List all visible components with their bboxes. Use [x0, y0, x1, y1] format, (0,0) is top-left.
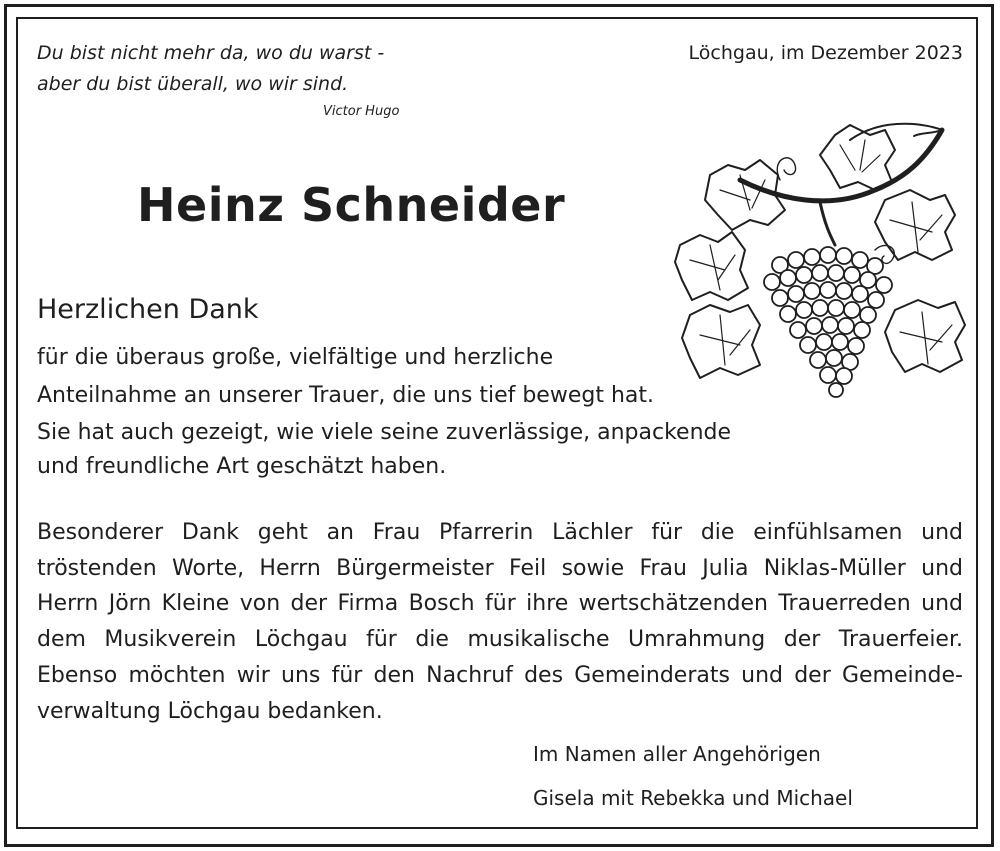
deceased-name: Heinz Schneider [137, 178, 566, 232]
paragraph2-line: dem Musikverein Löchgau für die musikalische Umrahmung der Trauerfeier. [37, 627, 963, 653]
place-date: Löchgau, im Dezember 2023 [688, 42, 963, 64]
paragraph2-line: Herrn Jörn Kleine von der Firma Bosch für ihre wertschätzenden Trauerreden und [37, 591, 963, 617]
thanks-heading: Herzlichen Dank [37, 294, 259, 325]
grapevine-illustration [670, 120, 970, 410]
paragraph2-line: Ebenso möchten wir uns für den Nachruf des Gemeinderats und der Gemeinde- [37, 662, 963, 688]
paragraph2-line: tröstenden Worte, Herrn Bürgermeister Feil sowie Frau Julia Niklas-Müller und [37, 555, 963, 581]
quote-line-1: Du bist nicht mehr da, wo du warst - [37, 42, 385, 64]
paragraph2-line: verwaltung Löchgau bedanken. [37, 698, 383, 724]
signature-line-2: Gisela mit Rebekka und Michael [533, 786, 853, 810]
paragraph2-line: Besonderer Dank geht an Frau Pfarrerin Lächler für die einfühlsamen und [37, 520, 963, 545]
paragraph1-line: Anteilnahme an unserer Trauer, die uns tief bewegt hat. [37, 383, 654, 408]
quote-line-2: aber du bist überall, wo wir sind. [37, 73, 349, 95]
quote-author: Victor Hugo [323, 104, 400, 119]
acknowledgement-paragraph [37, 515, 963, 729]
paragraph1-line: Sie hat auch gezeigt, wie viele seine zuverlässige, anpackende [37, 420, 732, 445]
signature-line-1: Im Namen aller Angehörigen [533, 742, 821, 766]
paragraph1-line: für die überaus große, vielfältige und herzliche [37, 345, 554, 370]
paragraph1-line: und freundliche Art geschätzt haben. [37, 454, 447, 479]
